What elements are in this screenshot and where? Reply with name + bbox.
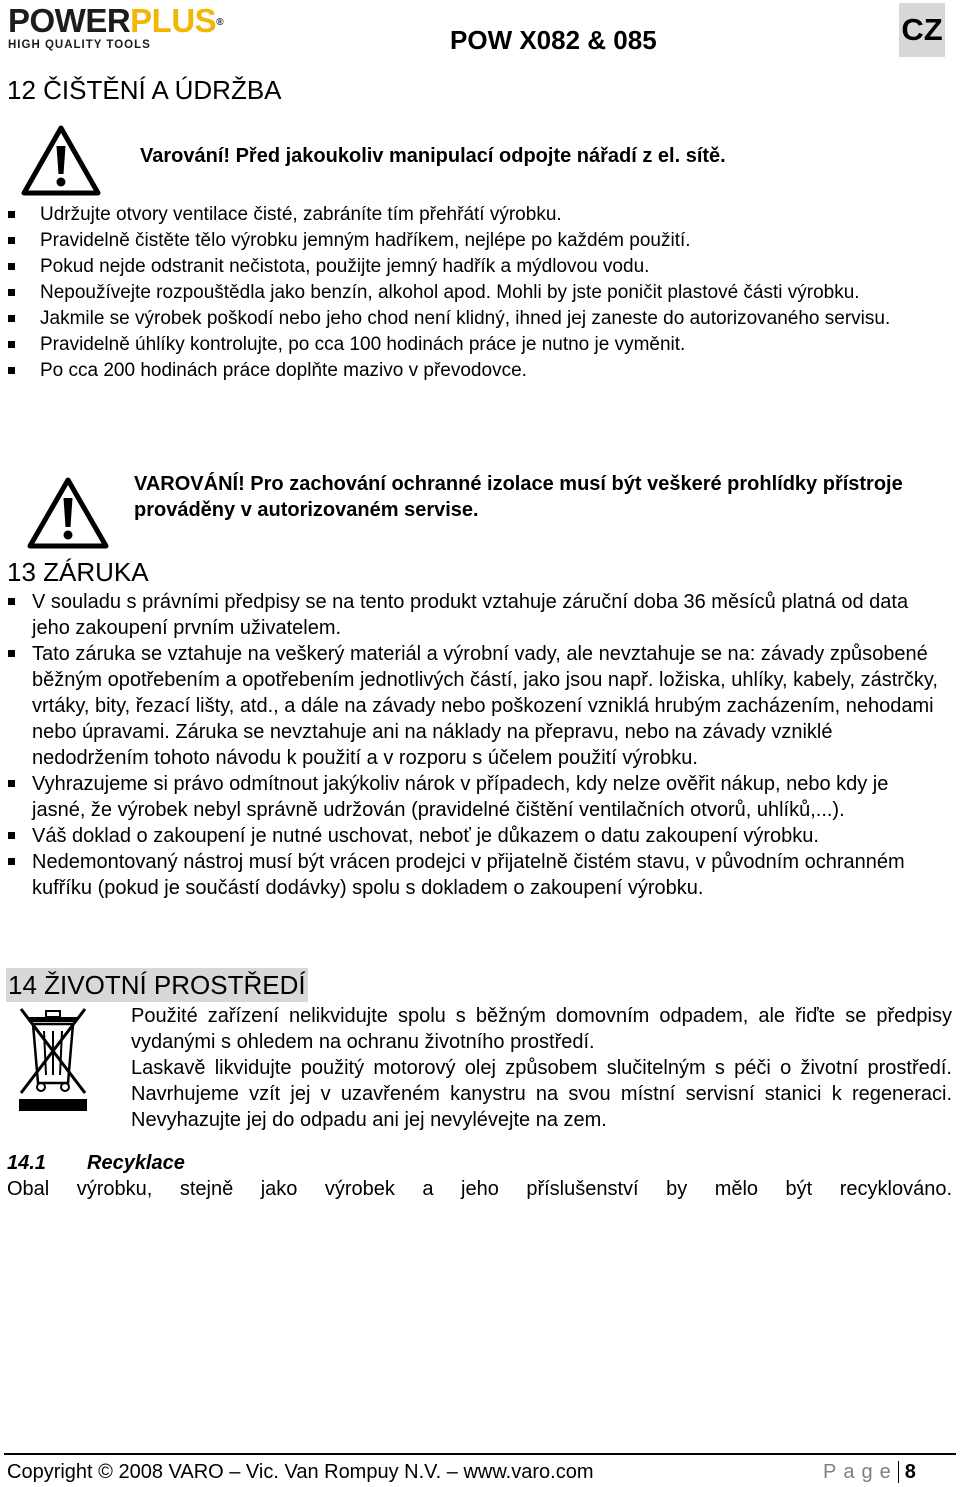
square-bullet-icon xyxy=(8,289,15,296)
page-label: Page xyxy=(823,1461,898,1483)
page-number-block xyxy=(823,1458,916,1486)
environment-paragraph: Laskavě likvidujte použitý motorový olej způsobem slučitelným s péči o životní prostředí. Navrhujeme vzít jej v uzavřeném kanystru na svou místní servisní stanici k regeneraci. Nevyhazujte jej do odpadu ani jej nevylévejte na zem. xyxy=(131,1057,952,1131)
environment-paragraph: Použité zařízení nelikvidujte spolu s běžným domovním odpadem, ale řiďte se předpisy vydanými s ohledem na ochranu životního prostředí. xyxy=(131,1005,952,1053)
square-bullet-icon xyxy=(8,341,15,348)
crossed-out-bin-icon xyxy=(17,1005,89,1113)
square-bullet-icon xyxy=(8,237,15,244)
section-14-heading: 14 ŽIVOTNÍ PROSTŘEDÍ xyxy=(8,970,306,1000)
disconnect-warning: Varování! Před jakoukoliv manipulací odpojte nářadí z el. sítě. xyxy=(140,145,726,167)
logo-plus: PLUS xyxy=(130,2,217,39)
square-bullet-icon xyxy=(8,780,15,787)
model-number: POW X082 & 085 xyxy=(450,25,657,55)
list-item: Vyhrazujeme si právo odmítnout jakýkoliv nárok v případech, kdy nelze ověřit nákup, nebo kdy je jasné, že výrobek nebyl správně udržován (pravidelné čištění ventilačních otvorů, uhlíků,...). xyxy=(8,771,938,823)
list-item: Nepoužívejte rozpouštědla jako benzín, alkohol apod. Mohli by jste poničit plastové části výrobku. xyxy=(8,280,938,306)
section-12-heading: 12 ČIŠTĚNÍ A ÚDRŽBA xyxy=(7,75,282,105)
subsection-number: 14.1 xyxy=(7,1152,46,1174)
square-bullet-icon xyxy=(8,315,15,322)
section-13-heading: 13 ZÁRUKA xyxy=(7,557,149,587)
list-item: Po cca 200 hodinách práce doplňte mazivo v převodovce. xyxy=(8,358,938,384)
warranty-list xyxy=(8,589,938,901)
language-badge: CZ xyxy=(899,3,945,57)
square-bullet-icon xyxy=(8,858,15,865)
square-bullet-icon xyxy=(8,598,15,605)
recycling-text: Obal výrobku, stejně jako výrobek a jeho příslušenství by mělo být recyklováno. xyxy=(7,1178,952,1200)
warning-triangle-icon xyxy=(26,476,110,550)
logo-wordmark xyxy=(8,4,290,38)
list-item: Váš doklad o zakoupení je nutné uschovat, neboť je důkazem o datu zakoupení výrobku. xyxy=(8,823,938,849)
list-item: Jakmile se výrobek poškodí nebo jeho chod není klidný, ihned jej zaneste do autorizovaného servisu. xyxy=(8,306,938,332)
square-bullet-icon xyxy=(8,832,15,839)
maintenance-list xyxy=(8,202,938,384)
insulation-warning: VAROVÁNÍ! Pro zachování ochranné izolace musí být veškeré prohlídky přístroje prováděny v autorizovaném servise. xyxy=(134,473,903,521)
logo-tagline: HIGH QUALITY TOOLS xyxy=(8,39,151,51)
section-14-1-heading xyxy=(7,1150,185,1176)
list-item: Pravidelně čistěte tělo výrobku jemným hadříkem, nejlépe po každém použití. xyxy=(8,228,938,254)
footer-copyright: Copyright © 2008 VARO – Vic. Van Rompuy N.V. – www.varo.com xyxy=(7,1461,594,1483)
square-bullet-icon xyxy=(8,263,15,270)
square-bullet-icon xyxy=(8,367,15,374)
logo-registered-mark: ® xyxy=(216,17,224,28)
list-item: Pravidelně úhlíky kontrolujte, po cca 100 hodinách práce je nutno je vyměnit. xyxy=(8,332,938,358)
list-item: Nedemontovaný nástroj musí být vrácen prodejci v přijatelně čistém stavu, v původním ochranném kufříku (pokud je součástí dodávky) spolu s dokladem o zakoupení výrobku. xyxy=(8,849,938,901)
list-item: Tato záruka se vztahuje na veškerý materiál a výrobní vady, ale nevztahuje se na: závady způsobené běžným opotřebením a opotřebením jednotlivých částí, jako jsou např. ložiska, uhlíky, kabely, zástrčky, vrtáky, bity, řezací lišty, atd., a dále na závady nebo poškození vzniklá hrubým zacházením, nehodami nebo úpravami. Záruka se nevztahuje ani na náklady na přepravu, nebo na závady vzniklé nedodržením tohoto návodu k použití a v rozporu s účelem použití výrobku. xyxy=(8,641,938,771)
square-bullet-icon xyxy=(8,211,15,218)
list-item: V souladu s právními předpisy se na tento produkt vztahuje záruční doba 36 měsíců platná od data jeho zakoupení prvním uživatelem. xyxy=(8,589,938,641)
environment-text xyxy=(131,1003,952,1133)
warning-triangle-icon xyxy=(20,124,102,197)
list-item: Pokud nejde odstranit nečistota, použijte jemný hadřík a mýdlovou vodu. xyxy=(8,254,938,280)
list-item: Udržujte otvory ventilace čisté, zabráníte tím přehřátí výrobku. xyxy=(8,202,938,228)
brand-logo xyxy=(8,4,290,52)
square-bullet-icon xyxy=(8,650,15,657)
footer-divider xyxy=(4,1453,956,1455)
logo-power: POWER xyxy=(8,2,131,39)
page-number: 8 xyxy=(898,1461,916,1483)
subsection-title: Recyklace xyxy=(87,1152,185,1174)
